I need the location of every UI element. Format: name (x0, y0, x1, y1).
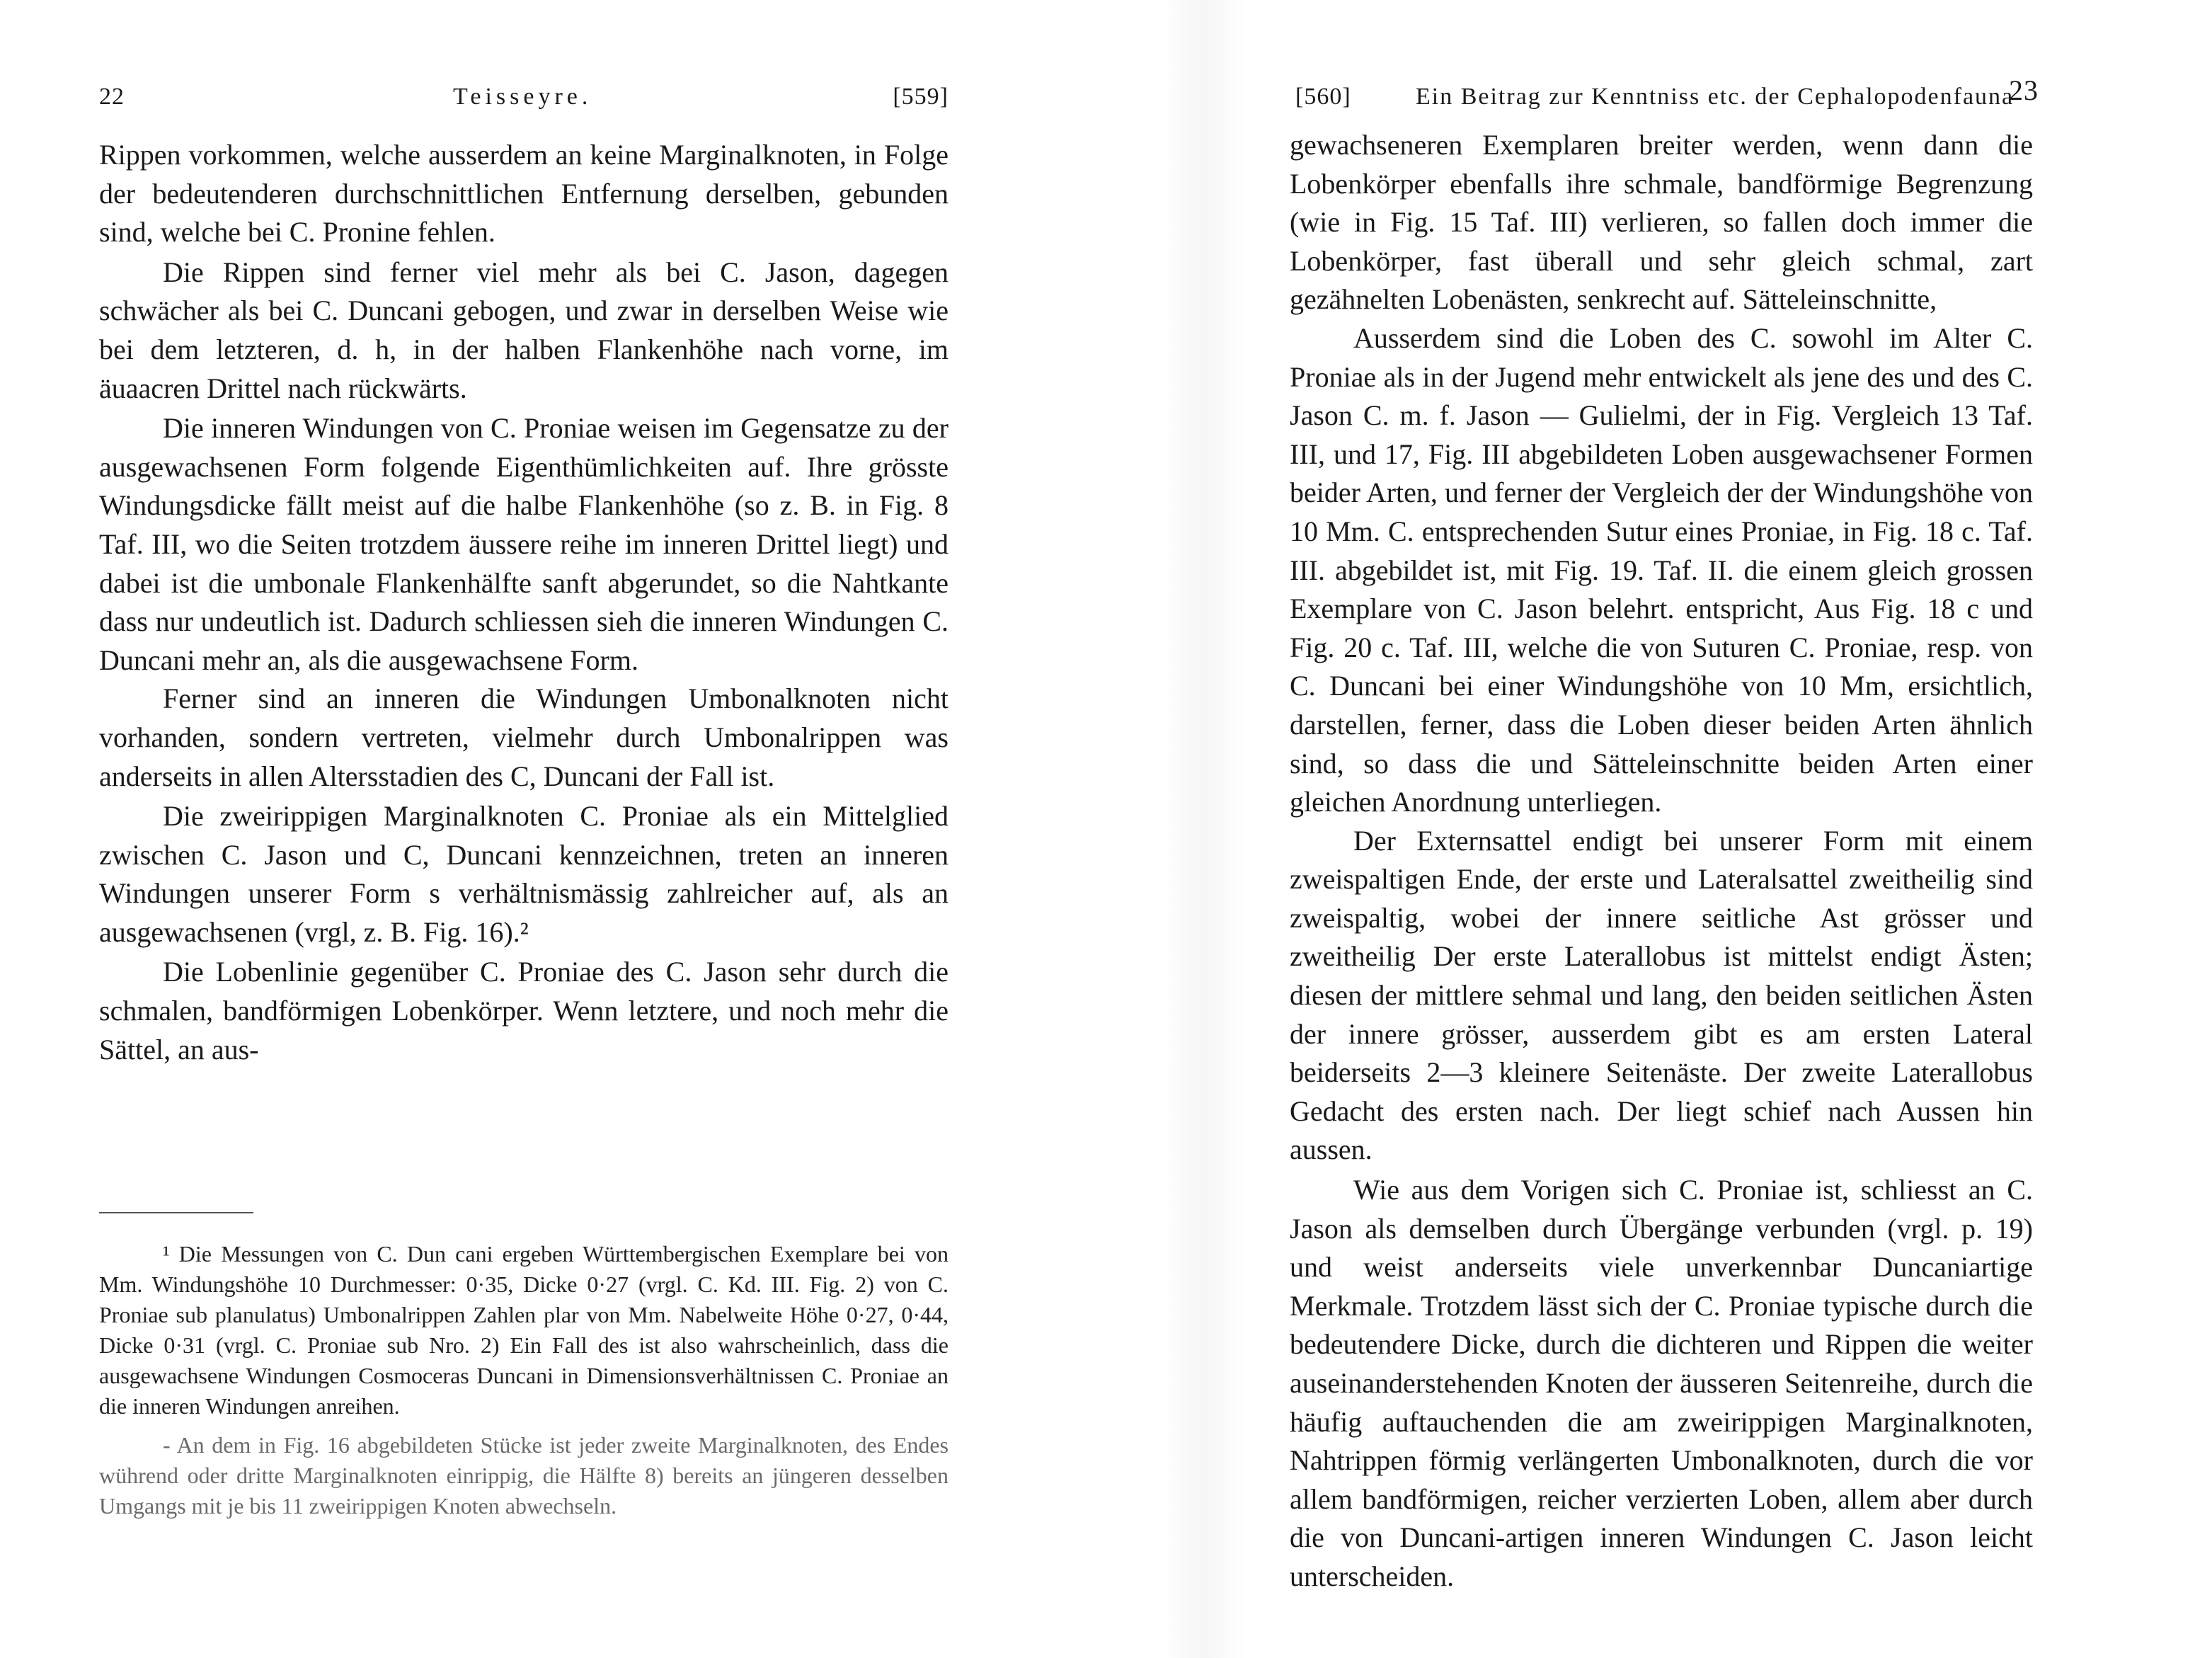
right-body-text (1290, 126, 2033, 1596)
left-paragraph: Ferner sind an inneren die Windungen Umbonalknoten nicht vorhanden, sondern vertreten, vielmehr durch Umbonalrippen was anderseits in allen Altersstadien des C, Duncani der Fall ist. (99, 682, 949, 792)
footnote-rule (99, 1212, 253, 1213)
left-running-title: Teisseyre. (453, 84, 592, 110)
right-bracket-number: [560] (1295, 84, 1351, 110)
left-paragraph: Die inneren Windungen von C. Proniae weisen im Gegensatze zu der ausgewachsenen Form folgende Eigenthümlichkeiten auf. Ihre grösste Windungsdicke fällt meist auf die halbe Flankenhöhe (so z. B. in Fig. 8 Taf. III, wo die Seiten trotzdem äussere reihe im inneren Drittel liegt) und dabei ist die umbonale Flankenhälfte sanft abgerundet, so die Nahtkante dass nur undeutlich ist. Dadurch schliessen sieh die inneren Windungen C. Duncani mehr an, als die ausgewachsene Form. (99, 412, 949, 676)
footnote: - An dem in Fig. 16 abgebildeten Stücke ist jeder zweite Marginalknoten, des Endes wührend oder dritte Marginalknoten einrippig, die Hälfte 8) bereits an jüngeren desselben Umgangs mit je bis 11 zweirippigen Knoten abwechseln. (99, 1432, 949, 1519)
left-page (0, 0, 1104, 1658)
right-paragraph: Der Externsattel endigt bei unserer Form mit einem zweispaltigen Ende, der erste und Lateralsattel zweitheilig sind zweispaltig, wobei der innere seitliche Ast grösser und zweitheilig Der erste Laterallobus ist mittelst endigt Ästen; diesen der mittlere sehmal und lang, den beiden seitlichen Ästen der innere grösser, ausserdem gibt es am ersten Lateral beiderseits 2—3 kleinere Seitenäste. Der zweite Laterallobus Gedacht des ersten nach. Der liegt schief nach Aussen hin aussen. (1290, 824, 2033, 1166)
left-page-number: 22 (99, 84, 125, 110)
right-paragraph: Wie aus dem Vorigen sich C. Proniae ist, schliesst an C. Jason als demselben durch Übergänge verbunden (vrgl. p. 19) und weist anderseits viele unverkennbar Duncaniartige Merkmale. Trotzdem lässt sich der C. Proniae typische durch die bedeutendere Dicke, durch die dichteren und Rippen die weiter auseinanderstehenden Knoten der äusseren Seitenreihe, durch die häufig auftauchenden die am zweirippigen Marginalknoten, Nahtrippen förmig verlängerten Umbonalknoten, durch die vor allem bandförmigen, reicher verzierten Loben, allem aber durch die von Duncani-artigen inneren Windungen C. Jason leicht unterscheiden. (1290, 1174, 2033, 1592)
right-paragraph: gewachseneren Exemplaren breiter werden, wenn dann die Lobenkörper ebenfalls ihre schmale, bandförmige Begrenzung (wie in Fig. 15 Taf. III) verlieren, so fallen doch immer die Lobenkörper, fast überall und sehr gleich schmal, zart gezähnelten Lobenästen, senkrecht auf. Sätteleinschnitte, (1290, 129, 2033, 316)
right-running-title: Ein Beitrag zur Kenntniss etc. der Cephalopodenfauna (1416, 84, 2015, 110)
left-paragraph: Die zweirippigen Marginalknoten C. Proniae als ein Mittelglied zwischen C. Jason und C, Duncani kennzeichnen, treten an inneren Windungen unserer Form s verhältnismässig zahlreicher auf, als an ausgewachsenen (vrgl, z. B. Fig. 16).² (99, 800, 949, 948)
footnote: ¹ Die Messungen von C. Dun cani ergeben Württembergischen Exemplare bei von Mm. Windungshöhe 10 Durchmesser: 0·35, Dicke 0·27 (vrgl. C. Kd. III. Fig. 2) von C. Proniae sub planulatus) Umbonalrippen Zahlen plar von Mm. Nabelweite Höhe 0·27, 0·44, Dicke 0·31 (vrgl. C. Proniae sub Nro. 2) Ein Fall des ist also wahrscheinlich, dass die ausgewachsene Windungen Cosmoceras Duncani in Dimensionsverhältnissen C. Proniae an die inneren Windungen anreihen. (99, 1241, 949, 1419)
right-page (1104, 0, 2212, 1658)
left-body-text (99, 136, 949, 1069)
left-paragraph: Rippen vorkommen, welche ausserdem an keine Marginalknoten, in Folge der bedeutenderen durchschnittlichen Entfernung derselben, gebunden sind, welche bei C. Pronine fehlen. (99, 139, 949, 248)
right-paragraph: Ausserdem sind die Loben des C. sowohl im Alter C. Proniae als in der Jugend mehr entwickelt als jene des und des C. Jason C. m. f. Jason — Gulielmi, der in Fig. Vergleich 13 Taf. III, und 17, Fig. III abgebildeten Loben ausgewachsener Formen beider Arten, und ferner der Vergleich der der Windungshöhe von 10 Mm. C. entsprechenden Sutur eines Proniae, in Fig. 18 c. Taf. III. abgebildet ist, mit Fig. 19. Taf. II. die einem gleich grossen Exemplare von C. Jason belehrt. entspricht, Aus Fig. 18 c und Fig. 20 c. Taf. III, welche die von Suturen C. Proniae, resp. von C. Duncani bei einer Windungshöhe von 10 Mm, ersichtlich, darstellen, ferner, dass die Loben dieser beiden Arten ähnlich sind, so dass die und Sätteleinschnitte beiden Arten einer gleichen Anordnung unterliegen. (1290, 321, 2033, 818)
left-bracket-number: [559] (893, 84, 949, 110)
left-paragraph: Die Lobenlinie gegenüber C. Proniae des C. Jason sehr durch die schmalen, bandförmigen Lobenkörper. Wenn letztere, und noch mehr die Sättel, an aus- (99, 956, 949, 1065)
right-page-number: 23 (2009, 74, 2039, 106)
left-paragraph: Die Rippen sind ferner viel mehr als bei C. Jason, dagegen schwächer als bei C. Duncani gebogen, und zwar in derselben Weise wie bei dem letzteren, d. h, in der halben Flankenhöhe nach vorne, im äuaacren Drittel nach rückwärts. (99, 256, 949, 404)
footnotes (99, 1239, 949, 1521)
